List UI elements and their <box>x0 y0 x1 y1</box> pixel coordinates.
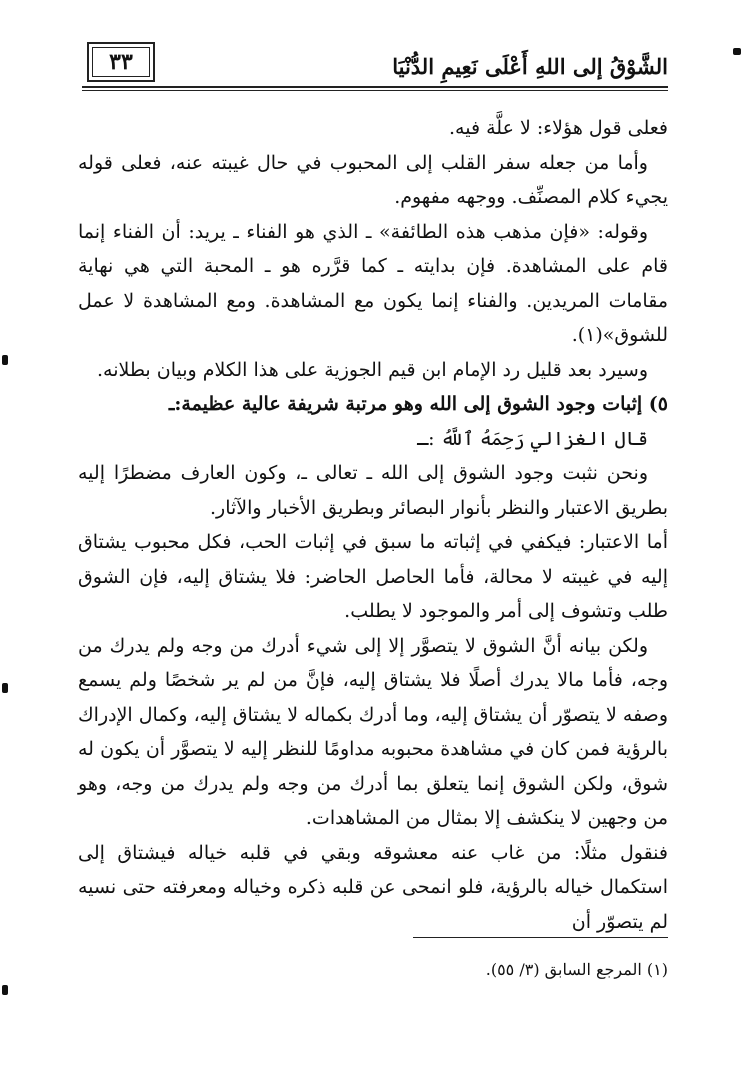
header-divider <box>82 86 668 88</box>
footnote: (١) المرجع السابق (٣/ ٥٥). <box>485 960 668 979</box>
paragraph: أما الاعتبار: فيكفي في إثباته ما سبق في إثبات الحب، فكل محبوب يشتاق إليه في غيبته لا محالة، فأما الحاصل الحاضر: فلا يشتاق إليه، فإن الشوق طلب وتشوف إلى أمر والموجود لا يطلب. <box>78 531 668 622</box>
scan-margin-mark <box>2 683 8 693</box>
paragraph: فعلى قول هؤلاء: لا علَّة فيه. <box>449 117 668 139</box>
paragraph: وسيرد بعد قليل رد الإمام ابن قيم الجوزية على هذا الكلام وبيان بطلانه. <box>97 358 648 381</box>
paragraph: وأما من جعله سفر القلب إلى المحبوب في حال غيبته عنه، فعلى قوله يجيء كلام المصنِّف. ووجهه مفهوم. <box>78 151 668 208</box>
paragraph: قال الغزالي رَحِمَهُ ٱللَّهُ :ـ <box>417 427 648 450</box>
paragraph: ولكن بيانه أنَّ الشوق لا يتصوَّر إلا إلى شيء أدرك من وجه ولم يدرك من وجه، فأما مالا يدرك أصلًا فلا يشتاق إليه، فإنَّ من لم ير شخصًا ولم يسمع وصفه لا يتصوّر أن يشتاق إليه، وما أدرك بكماله لا يشتاق إليه، وكمال الإدراك بالرؤية فمن كان في مشاهدة محبوبه مداومًا للنظر إليه لا يتصوَّر أن يكون له شوق، ولكن الشوق إنما يتعلق بما أدرك من وجه ولم يدرك من وجه، وهو من وجهين لا ينكشف إلا بمثال من المشاهدات. <box>78 634 668 829</box>
paragraph: ونحن نثبت وجود الشوق إلى الله ـ تعالى ـ، وكون العارف مضطرًا إليه بطريق الاعتبار والنظر بأنوار البصائر وبطريق الأخبار والآثار. <box>78 462 668 519</box>
main-text <box>78 111 668 939</box>
page-number: ٣٣ <box>109 49 133 75</box>
page-number-frame <box>87 42 155 82</box>
scan-margin-mark <box>2 355 8 365</box>
scan-margin-mark <box>2 985 8 995</box>
header-divider-thin <box>82 90 668 91</box>
footnote-divider <box>413 937 668 938</box>
paragraph: وقوله: «فإن مذهب هذه الطائفة» ـ الذي هو الفناء ـ يريد: أن الفناء إنما قام على المشاهدة. فإن بدايته ـ كما قرَّره هو ـ المحبة التي هي نهاية مقامات المريدين. والفناء إنما يكون مع المشاهدة. ومع المشاهدة لا عمل للشوق»(١). <box>78 220 668 346</box>
section-heading: ٥) إثبات وجود الشوق إلى الله وهو مرتبة شريفة عالية عظيمة:ـ <box>168 393 668 415</box>
running-title: الشَّوْقُ إلى اللهِ أَعْلَى نَعِيمِ الدُّنْيَا <box>392 54 668 79</box>
scan-margin-mark <box>733 48 741 55</box>
paragraph: فنقول مثلًا: من غاب عنه معشوقه وبقي في قلبه خياله فيشتاق إلى استكمال خياله بالرؤية، فلو انمحى عن قلبه ذكره وخياله ومعرفته حتى نسيه لم يتصوّر أن <box>78 841 668 933</box>
